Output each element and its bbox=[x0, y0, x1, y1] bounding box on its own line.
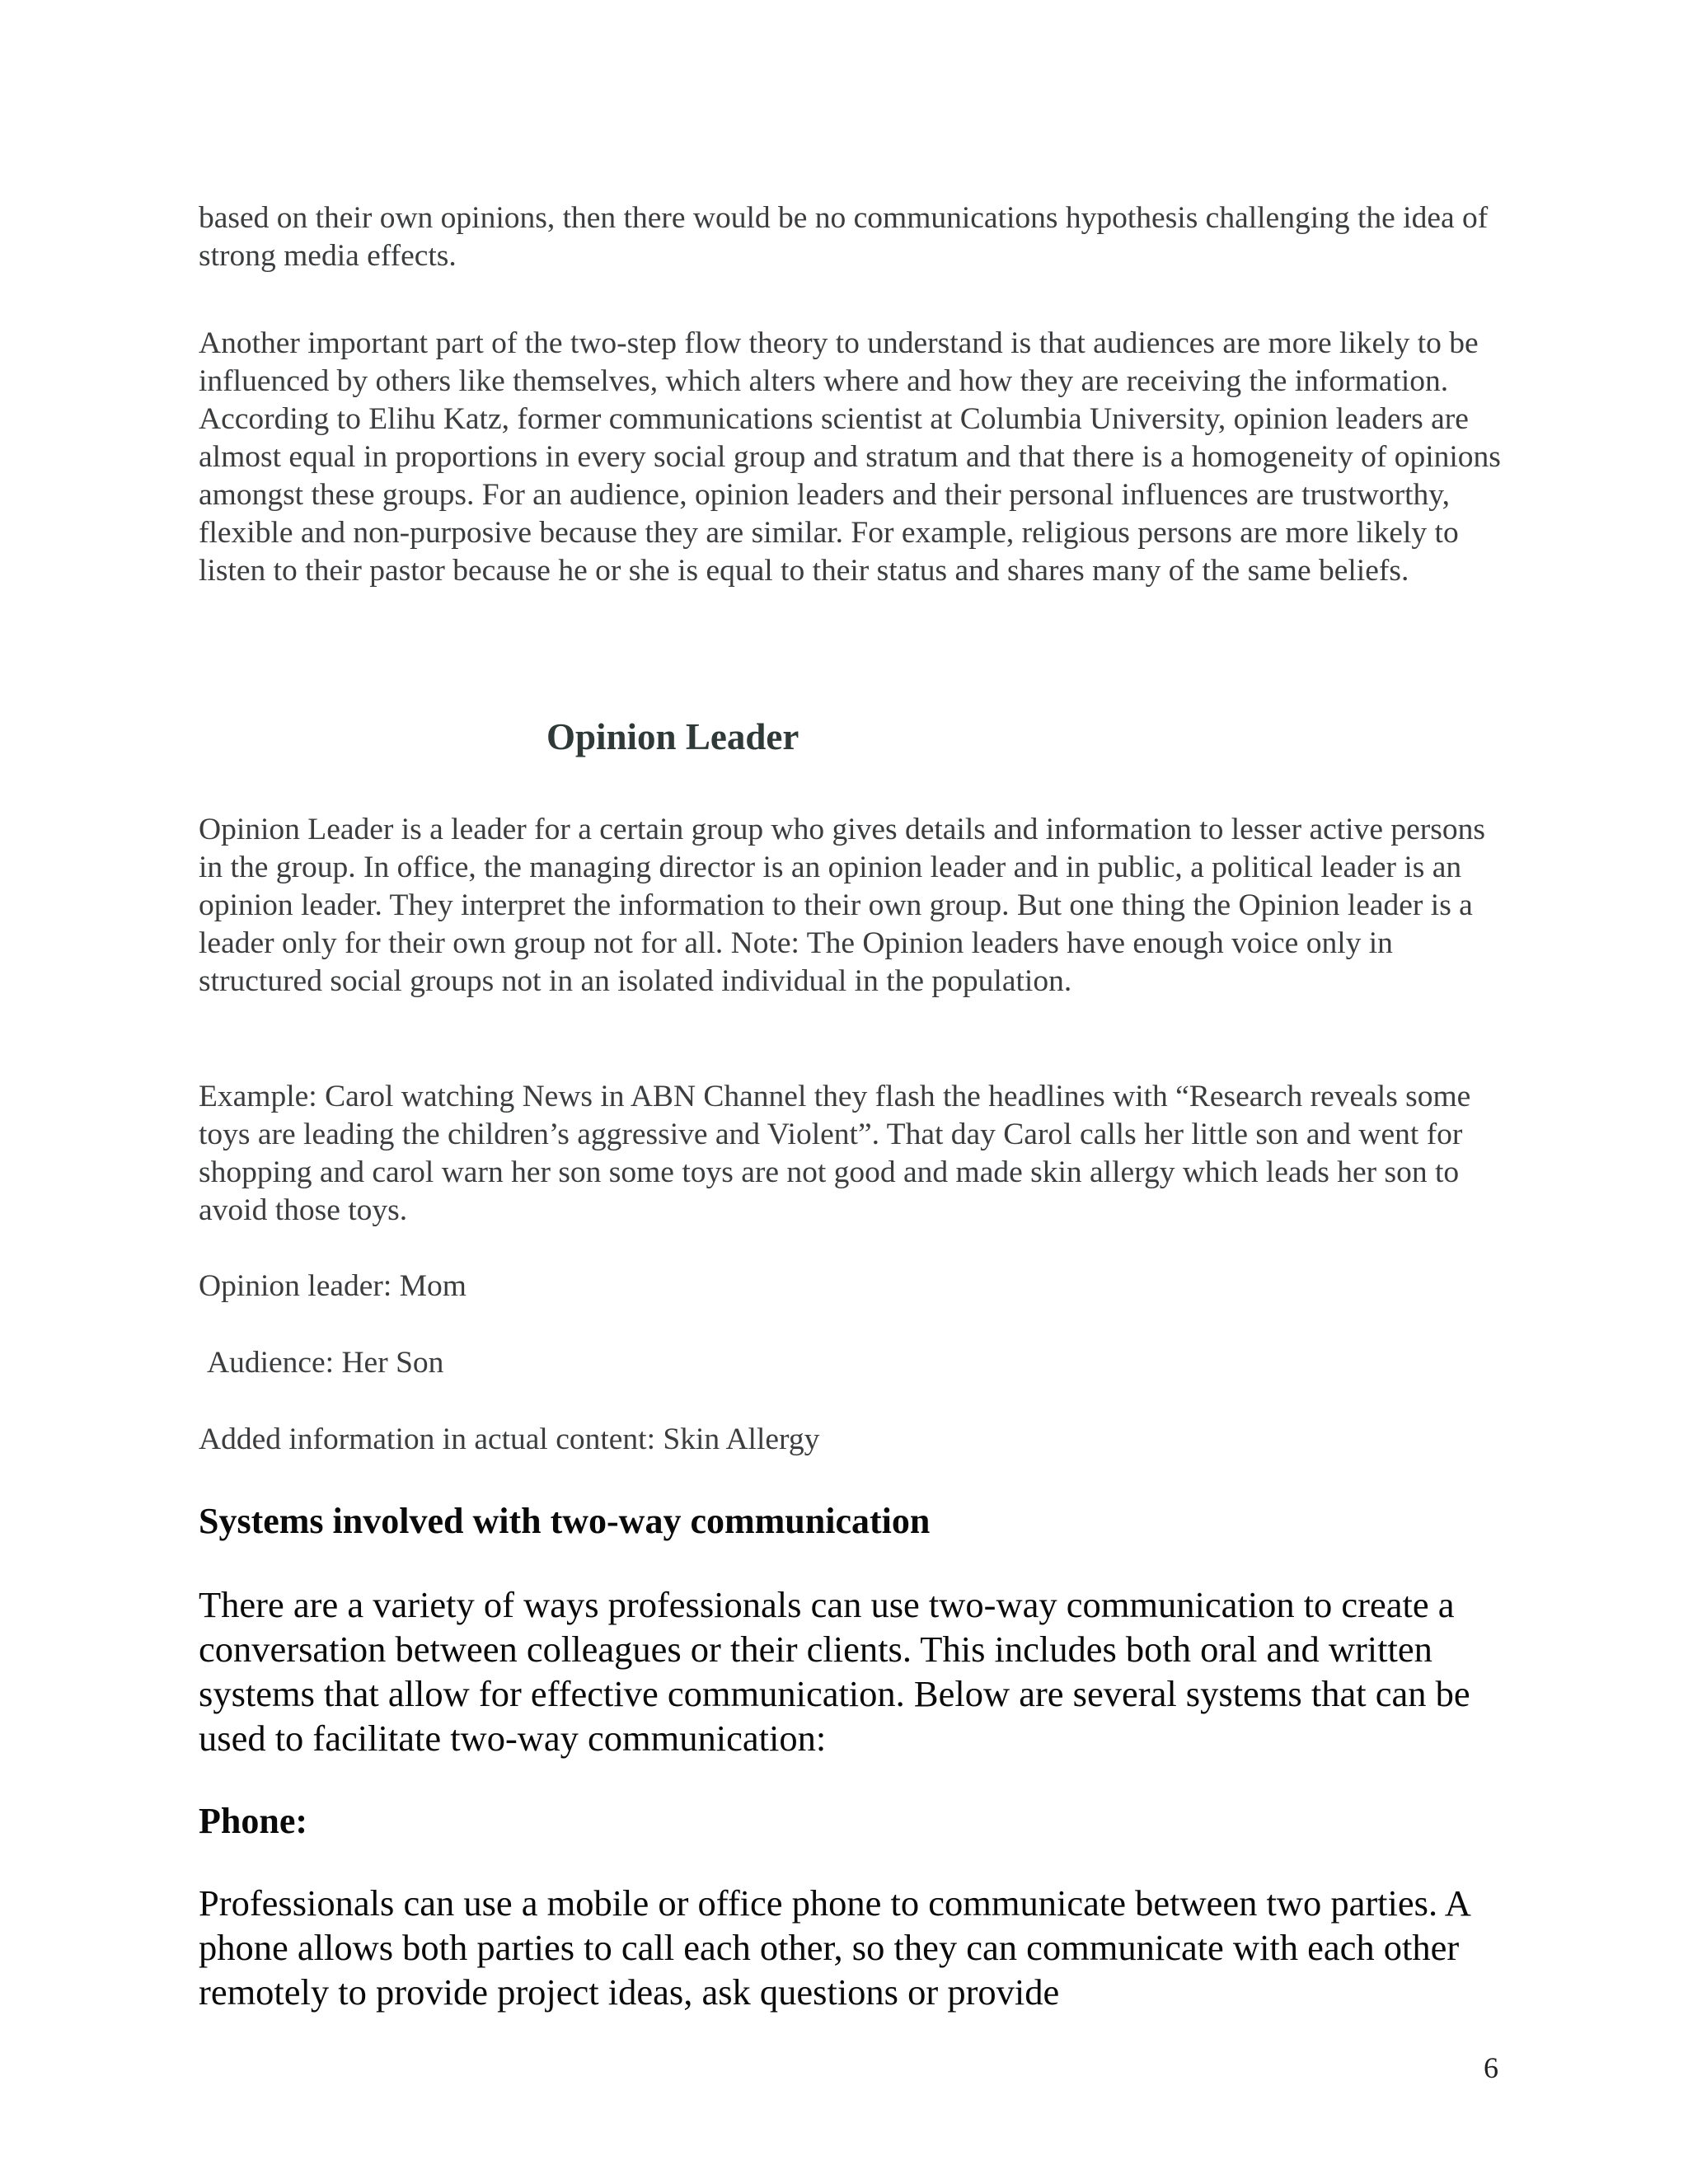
paragraph-strong-media-effects: based on their own opinions, then there would be no communications hypothesis challenging the idea of strong media effects. bbox=[199, 201, 1489, 273]
heading-systems-two-way: Systems involved with two-way communication bbox=[199, 1501, 931, 1541]
paragraph-added-information: Added information in actual content: Skin Allergy bbox=[199, 1422, 820, 1456]
heading-opinion-leader: Opinion Leader bbox=[546, 716, 799, 757]
page-number: 6 bbox=[1484, 2051, 1498, 2084]
paragraph-opinion-leader-definition: Opinion Leader is a leader for a certain group who gives details and information to lesser active persons in the group. In office, the managing director is an opinion leader and in public, a political leader is an opinion leader. They interpret the information to their own group. But one thing the Opinion leader is a leader only for their own group not for all. Note: The Opinion leaders have enough voice only in structured social groups not in an isolated individual in the population. bbox=[199, 813, 1485, 998]
paragraph-two-step-flow: Another important part of the two-step flow theory to understand is that audiences are more likely to be influenced by others like themselves, which alters where and how they are receiving the information. According to Elihu Katz, former communications scientist at Columbia University, opinion leaders are almost equal in proportions in every social group and stratum and that there is a homogeneity of opinions amongst these groups. For an audience, opinion leaders and their personal influences are trustworthy, flexible and non-purposive because they are similar. For example, religious persons are more likely to listen to their pastor because he or she is equal to their status and shares many of the same beliefs. bbox=[199, 326, 1501, 588]
heading-phone: Phone: bbox=[199, 1801, 307, 1841]
paragraph-audience-son: Audience: Her Son bbox=[207, 1346, 444, 1380]
paragraph-phone: Professionals can use a mobile or office phone to communicate between two parties. A phone allows both parties to call each other, so they can communicate with each other remotely to provide project ideas, ask questions or provide bbox=[199, 1882, 1470, 2013]
paragraph-systems-intro: There are a variety of ways professionals can use two-way communication to create a conversation between colleagues or their clients. This includes both oral and written systems that allow for effective communication. Below are several systems that can be used to facilitate two-way communication: bbox=[199, 1584, 1470, 1759]
paragraph-example-carol: Example: Carol watching News in ABN Channel they flash the headlines with “Research reveals some toys are leading the children’s aggressive and Violent”. That day Carol calls her little son and went for shopping and carol warn her son some toys are not good and made skin allergy which leads her son to avoid those toys. bbox=[199, 1080, 1471, 1227]
paragraph-opinion-leader-mom: Opinion leader: Mom bbox=[199, 1269, 467, 1303]
